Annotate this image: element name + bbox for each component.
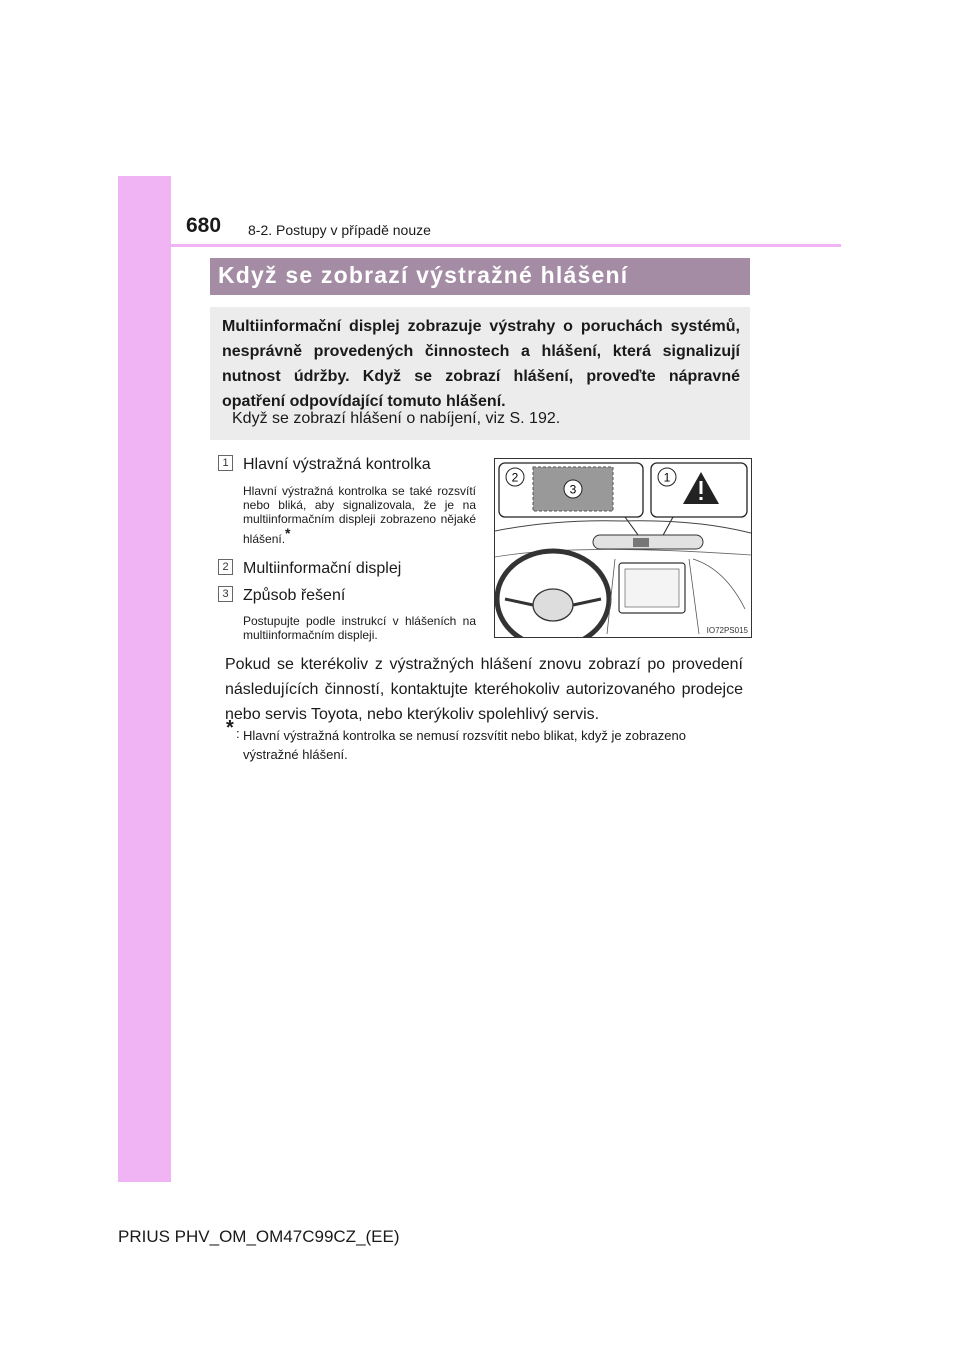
footer-doc-id: PRIUS PHV_OM_OM47C99CZ_(EE) — [118, 1227, 400, 1246]
callout-number: 1 — [663, 470, 671, 485]
item-label: Hlavní výstražná kontrolka — [243, 456, 431, 473]
footnote-colon: : — [236, 726, 240, 741]
instruction-paragraph: Pokud se kterékoliv z výstražných hlášení znovu zobrazí po provedení následujících činností, kontaktujte kteréhokoliv autorizovaného prodejce nebo servis Toyota, nebo kterýkoliv spolehlivý servis. — [225, 656, 743, 723]
intro-note: Když se zobrazí hlášení o nabíjení, viz S. 192. — [232, 410, 561, 427]
item-number-badge: 3 — [218, 586, 233, 602]
callout-number: 3 — [569, 482, 577, 497]
intro-lead: Multiinformační displej zobrazuje výstrahy o poruchách systémů, nesprávně provedených činnostech a hlášení, která signalizují nutnost údržby. Když se zobrazí hlášení, proveďte nápravné opatření odpovídající tomuto hlášení. — [222, 318, 740, 410]
item-label: Způsob řešení — [243, 587, 346, 604]
dashboard-illustration — [494, 458, 752, 638]
item-description: Hlavní výstražná kontrolka se také rozsvítí nebo bliká, aby signalizovala, že je na multiinformačním displeji zobrazeno nějaké hlášení.* — [243, 484, 476, 546]
footnote-mark: * — [285, 525, 291, 541]
header-divider — [171, 244, 841, 247]
footnote-mark: * — [226, 717, 234, 739]
dashboard-drawing — [495, 459, 751, 637]
section-title: 8-2. Postupy v případě nouze — [248, 222, 431, 238]
item-label: Multiinformační displej — [243, 560, 402, 577]
footnote-text: Hlavní výstražná kontrolka se nemusí rozsvítit nebo blikat, když je zobrazeno výstražné hlášení. — [243, 728, 686, 762]
callout-number: 2 — [511, 470, 519, 485]
side-tab — [118, 176, 171, 1182]
page-title: Když se zobrazí výstražné hlášení — [218, 262, 629, 288]
item-number-badge: 1 — [218, 455, 233, 471]
item-number-badge: 2 — [218, 559, 233, 575]
figure-code: IO72PS015 — [706, 626, 748, 635]
page-number: 680 — [186, 214, 222, 237]
item-description: Postupujte podle instrukcí v hlášeních na multiinformačním displeji. — [243, 614, 476, 642]
